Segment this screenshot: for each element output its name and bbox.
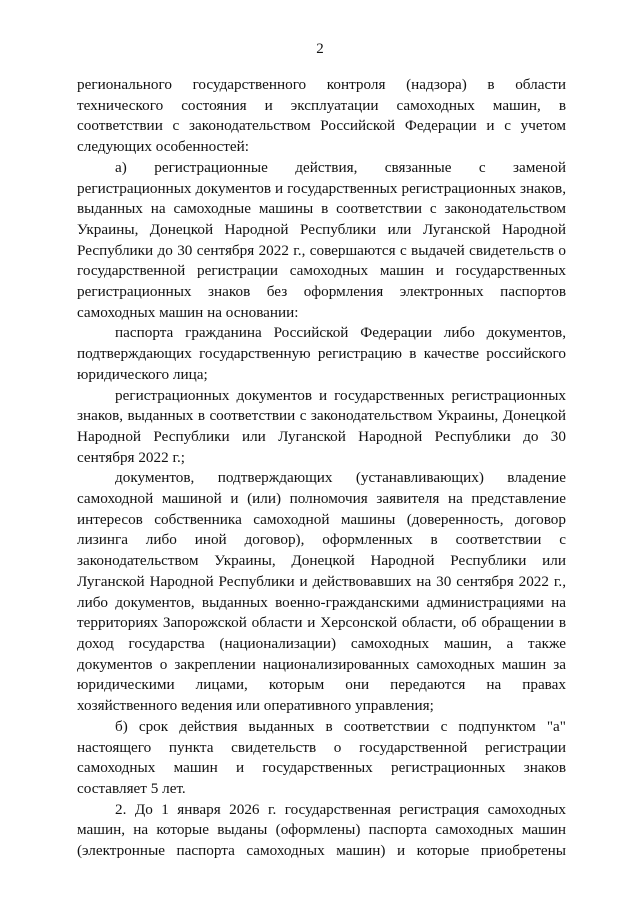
paragraph-registration-documents: регистрационных документов и государственных регистрационных знаков, выданных в соответствии с законодательством Украины, Донецкой Народной Республики или Луганской Народной Республики до 30 сентября 2022 г.; xyxy=(77,386,566,466)
document-body xyxy=(77,75,566,862)
paragraph-continuation: регионального государственного контроля (надзора) в области технического состояния и эксплуатации самоходных машин, в соответствии с законодательством Российской Федерации и с учетом следующих особенностей: xyxy=(77,76,566,156)
paragraph-section-2: 2. До 1 января 2026 г. государственная регистрация самоходных машин, на которые выданы (оформлены) паспорта самоходных машин (электронные паспорта самоходных машин) и которые приобретены xyxy=(77,800,566,860)
paragraph-item-a: а) регистрационные действия, связанные с заменой регистрационных документов и государственных регистрационных знаков, выданных на самоходные машины в соответствии с законодательством Украины, Донецкой Народной Республики или Луганской Народной Республики до 30 сентября 2022 г., совершаются с выдачей свидетельств о государственной регистрации самоходных машин и государственных регистрационных знаков без оформления электронных паспортов самоходных машин на основании: xyxy=(77,158,566,321)
paragraph-item-b: б) срок действия выданных в соответствии с подпунктом "а" настоящего пункта свидетельств о государственной регистрации самоходных машин и государственных регистрационных знаков составляет 5 лет. xyxy=(77,717,566,797)
paragraph-ownership-documents: документов, подтверждающих (устанавливающих) владение самоходной машиной и (или) полномочия заявителя на представление интересов собственника самоходной машины (доверенность, договор лизинга либо иной договор), оформленных в соответствии с законодательством Украины, Донецкой Народной Республики или Луганской Народной Республики и действовавших на 30 сентября 2022 г., либо документов, выданных военно-гражданскими администрациями на территориях Запорожской области и Херсонской области, об обращении в доход государства (национализации) самоходных машин, а также документов о закреплении национализированных самоходных машин за юридическими лицами, которым они передаются на правах хозяйственного ведения или оперативного управления; xyxy=(77,469,566,715)
paragraph-passport: паспорта гражданина Российской Федерации либо документов, подтверждающих государственную регистрацию в качестве российского юридического лица; xyxy=(77,324,566,383)
page-number: 2 xyxy=(316,41,324,57)
